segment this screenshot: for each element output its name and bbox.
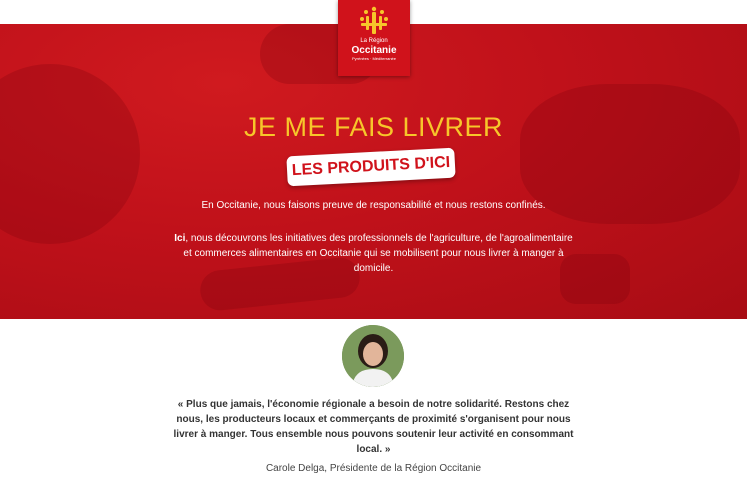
avatar — [342, 325, 404, 387]
products-badge: LES PRODUITS D'ICI — [286, 148, 455, 187]
background-shape — [0, 64, 140, 244]
testimonial-author: Carole Delga, Présidente de la Région Occitanie — [265, 463, 482, 474]
logo-line-2: Occitanie — [351, 45, 397, 56]
intro-text: En Occitanie, nous faisons preuve de responsabilité et nous restons confinés. — [201, 200, 546, 211]
description-body: , nous découvrons les initiatives des professionnels de l'agriculture, de l'agroalimentaire et commerces alimentaires en Occitanie qui se mobilisent pour nous livrer à manger à domicile. — [183, 233, 573, 274]
region-logo[interactable] — [338, 0, 410, 76]
logo-line-3: Pyrénées · Méditerranée — [351, 56, 397, 61]
occitan-cross-icon — [357, 6, 391, 36]
testimonial-quote: « Plus que jamais, l'économie régionale a besoin de notre solidarité. Restons chez nous, les producteurs locaux et commerçants de proximité s'organisent pour nous livrer à manger. Tous ensemble nous pouvons soutenir leur activité en consommant local. » — [173, 399, 574, 455]
description-text — [170, 231, 577, 276]
logo-line-1: La Région — [360, 38, 388, 44]
page-title: JE ME FAIS LIVRER — [243, 112, 504, 142]
description-lead: Ici — [174, 233, 186, 244]
portrait-icon — [342, 325, 404, 387]
